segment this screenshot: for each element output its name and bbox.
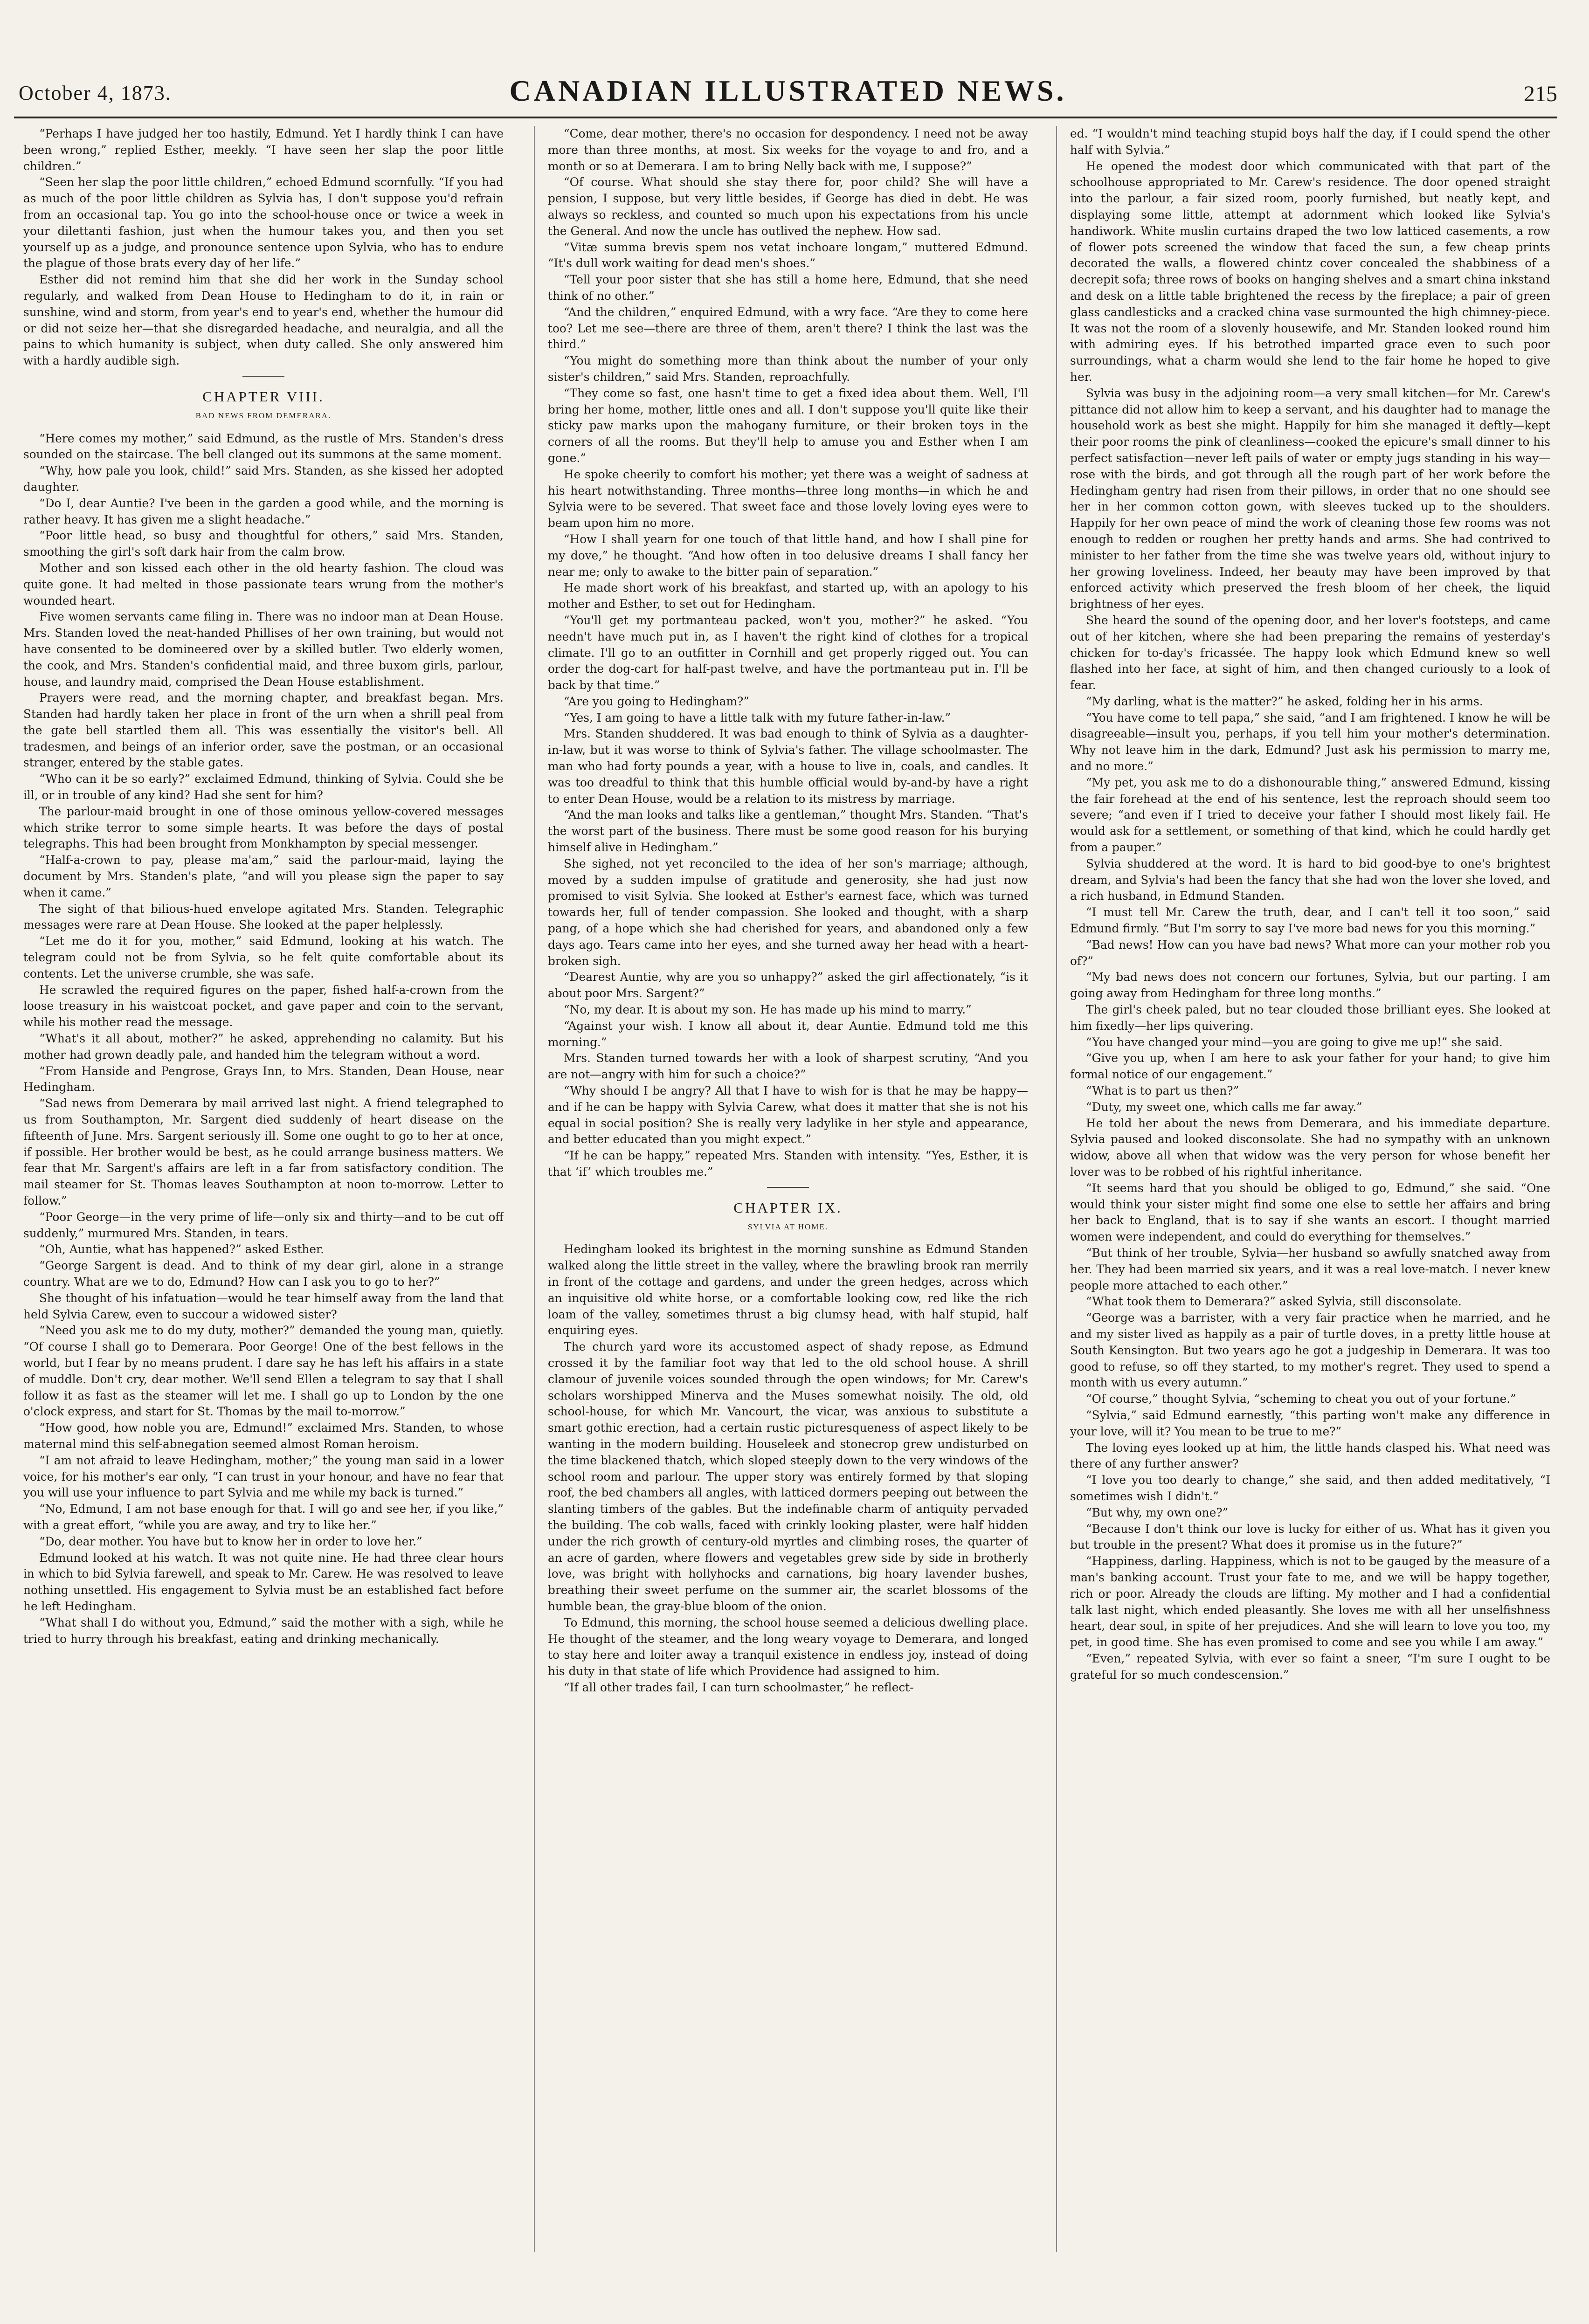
paragraph: The church yard wore its accustomed aspect of shady repose, as Edmund crossed it by the familiar foot way that led to the old school house. A shrill clamour of juvenile voices sounded through the open windows; for Mr. Carew's scholars worshipped Minerva and the Muses somewhat noisily. The old, old school-house, for which Mr. Vancourt, the vicar, was anxious to substitute a smart gothic erection, had a certain rustic picturesqueness of aspect likely to be wanting in the modern building. Houseleek and stonecrop grew undisturbed on the time blackened thatch, which sloped steeply down to the very windows of the school room and parlour. The upper story was entirely formed by that sloping roof, the bed chambers all angles, with latticed dormers peeping out between the slanting timbers of the gables. But the indefinable charm of antiquity pervaded the building. The cob walls, faced with crinkly looking plaster, were half hidden under the rich growth of century-old myrtles and climbing roses, the quarter of an acre of garden, where flowers and vegetables grew side by side in brotherly love, was bright with hollyhocks and carnations, big hoary lavender bushes, breathing their sweet perfume on the summer air, the scarlet blossoms of the humble bean, the gray-blue bloom of the onion. [548,1340,1028,1613]
column-1 [23,126,504,2252]
paragraph: He opened the modest door which communicated with that part of the schoolhouse appropriated to Mr. Carew's residence. The door opened straight into the parlour, a fair sized room, poorly furnished, but neatly kept, and displaying some little, attempt at adornment which looked like Sylvia's handiwork. White muslin curtains draped the two low latticed casements, a row of flower pots screened the window that faced the sun, a few cheap prints decorated the walls, a flowered chintz cover concealed the shabbiness of a decrepit sofa; three rows of books on hanging shelves and a smart china inkstand and desk on a little table brightened the recess by the fireplace; a pair of green glass candlesticks and a cracked china vase surmounted the high chimney-piece. It was not the room of a slovenly housewife, and Mr. Standen looked round him with admiring eyes. If his betrothed imparted grace even to such poor surroundings, what a charm would she lend to the fair home he hoped to give her. [1070,159,1550,384]
paragraph: “Half-a-crown to pay, please ma'am,” said the parlour-maid, laying the document by Mrs. Standen's plate, “and will you please sign the paper to say when it came.” [23,853,504,899]
paragraph: The girl's cheek paled, but no tear clouded those brilliant eyes. She looked at him fixedly—her lips quivering. [1070,1003,1550,1033]
paragraph: “Sad news from Demerara by mail arrived last night. A friend telegraphed to us from Southampton, Mr. Sargent died suddenly of heart disease on the fifteenth of June. Mrs. Sargent seriously ill. Some one ought to go to her at once, if possible. Her brother would be best, as he could arrange business matters. We fear that Mr. Sargent's affairs are left in a far from satisfactory condition. The mail steamer for St. Thomas leaves Southampton at noon to-morrow. Letter to follow.” [23,1096,504,1207]
paragraph: The loving eyes looked up at him, the little hands clasped his. What need was there of any further answer? [1070,1441,1550,1471]
paragraph: The sight of that bilious-hued envelope agitated Mrs. Standen. Telegraphic messages were rare at Dean House. She looked at the paper helplessly. [23,902,504,932]
paragraph: “Because I don't think our love is lucky for either of us. What has it given you but trouble in the present? What does it promise us in the future?” [1070,1522,1550,1552]
paragraph: “Vitæ summa brevis spem nos vetat inchoare longam,” muttered Edmund. “It's dull work waiting for dead men's shoes.” [548,240,1028,270]
paragraph: “Sylvia,” said Edmund earnestly, “this parting won't make any difference in your love, will it? You mean to be true to me?” [1070,1408,1550,1438]
paragraph: “No, Edmund, I am not base enough for that. I will go and see her, if you like,” with a great effort, “while you are away, and try to like her.” [23,1502,504,1532]
paragraph: “My darling, what is the matter?” he asked, folding her in his arms. [1086,694,1483,708]
paragraph: “Give you up, when I am here to ask your father for your hand; to give him formal notice of our engagement.” [1070,1051,1550,1082]
paragraph: To Edmund, this morning, the school house seemed a delicious dwelling place. He thought of the steamer, and the long weary voyage to Demerara, and longed to stay here and loiter away a tranquil existence in endless joy, instead of doing his duty in that state of life which Providence had assigned to him. [548,1615,1028,1678]
paragraph: “What shall I do without you, Edmund,” said the mother with a sigh, while he tried to hurry through his breakfast, eating and drinking mechanically. [23,1615,504,1646]
paragraph: Hedingham looked its brightest in the morning sunshine as Edmund Standen walked along the little street in the valley, where the brawling brook ran merrily in front of the cottage and gardens, and under the green hedges, across which an inquisitive old white horse, or a comfortable looking cow, red like the rich loam of the valley, sometimes thrust a big clumsy head, with half stupid, half enquiring eyes. [548,1242,1028,1338]
paragraph: Sylvia shuddered at the word. It is hard to bid good-bye to one's brightest dream, and Sylvia's had been the fancy that she had won the lover she loved, and a rich husband, in Edmund Standen. [1070,856,1550,903]
paragraph: “No, my dear. It is about my son. He has made up his mind to marry.” [564,1003,972,1017]
paragraph: “Who can it be so early?” exclaimed Edmund, thinking of Sylvia. Could she be ill, or in trouble of any kind? Had she sent for him? [23,772,504,802]
paragraph: “Are you going to Hedingham?” [564,694,750,708]
paragraph: Esther did not remind him that she did her work in the Sunday school regularly, and walked from Dean House to Hedingham to do it, in rain or sunshine, wind and storm, from year's end to year's end, whether the humour did or did not seize her—that she disregarded headache, and neuralgia, and all the pains to which humanity is subject, when duty called. She only answered him with a hardly audible sigh. [23,273,504,368]
section-rule [767,1187,809,1188]
paragraph: “It seems hard that you should be obliged to go, Edmund,” she said. “One would think your sister might find some one else to settle her affairs and bring her back to England, that is to say if she wants an escort. I thought married women were independent, and could do everything for themselves.” [1070,1181,1550,1244]
paragraph: “If he can be happy,” repeated Mrs. Standen with intensity. “Yes, Esther, it is that ‘if’ which troubles me.” [548,1149,1028,1179]
paragraph: “They come so fast, one hasn't time to get a fixed idea about them. Well, I'll bring her home, mother, little ones and all. I don't suppose you'll quite like their sticky paw marks upon the mahogany furniture, or their broken toys in the corners of all the rooms. But they'll help to amuse you and Esther when I am gone.” [548,386,1028,465]
paragraph: “How good, how noble you are, Edmund!” exclaimed Mrs. Standen, to whose maternal mind this self-abnegation seemed almost Roman heroism. [23,1421,504,1451]
paragraph: “And the children,” enquired Edmund, with a wry face. “Are they to come here too? Let me see—there are three of them, aren't there? I think the last was the third.” [548,305,1028,352]
paragraph: “From Hanside and Pengrose, Grays Inn, to Mrs. Standen, Dean House, near Hedingham. [23,1064,504,1094]
paragraph: “But why, my own one?” [1086,1505,1229,1519]
paragraph: Prayers were read, and the morning chapter, and breakfast began. Mrs. Standen had hardly taken her place in front of the urn when a shrill peal from the gate bell startled them all. This was essentially the visitor's bell. All tradesmen, and beings of an inferior order, save the postman, or an occasional stranger, entered by the stable gates. [23,691,504,770]
paragraph: “Yes, I am going to have a little talk with my future father-in-law.” [564,710,951,724]
paragraph: She heard the sound of the opening door, and her lover's footsteps, and came out of her kitchen, where she had been preparing the remains of yesterday's chicken for to-day's fricassée. The happy look which Edmund knew so well flashed into her face, at sight of him, and then changed curiously to a look of fear. [1070,613,1550,692]
paragraph: “Oh, Auntie, what has happened?” asked Esther. [39,1242,325,1256]
paragraph: “What took them to Demerara?” asked Sylvia, still disconsolate. [1086,1295,1462,1309]
paragraph: “My pet, you ask me to do a dishonourable thing,” answered Edmund, kissing the fair forehead at the end of his sentence, lest the reproach should seem too severe; “and even if I tried to deceive your father I should most likely fail. He would ask for a settlement, or something of that kind, which he could hardly get from a pauper.” [1070,775,1550,855]
paragraph: “You'll get my portmanteau packed, won't you, mother?” he asked. “You needn't have much put in, as I haven't the right kind of clothes for a tropical climate. I'll go to an outfitter in Cornhill and get properly rigged out. You can order the dog-cart for half-past twelve, and have the portmanteau put in. I'll be back by that time.” [548,613,1028,692]
paragraph: “Of course,” thought Sylvia, “scheming to cheat you out of your fortune.” [1086,1392,1516,1406]
paragraph: Five women servants came filing in. There was no indoor man at Dean House. Mrs. Standen loved the neat-handed Phillises of her own training, but would not have consented to be domineered over by a skilled butler. Two elderly women, the cook, and Mrs. Standen's confidential maid, and three buxom girls, parlour, house, and laundry maid, comprised the Dean House establishment. [23,610,504,689]
paragraph: “Why should I be angry? All that I have to wish for is that he may be happy—and if he can be happy with Sylvia Carew, what does it matter that she is not his equal in social position? She is really very ladylike in her style and appearance, and better educated than you might expect.” [548,1084,1028,1146]
paragraph: “Perhaps I have judged her too hastily, Edmund. Yet I hardly think I can have been wrong,” replied Esther, meekly. “I have seen her slap the poor little children.” [23,127,504,173]
paragraph: She sighed, not yet reconciled to the idea of her son's marriage; although, moved by a sudden impulse of gratitude and generosity, she had just now promised to visit Sylvia. She looked at Esther's earnest face, which was turned towards her, full of tender compassion. She looked and thought, with a sharp pang, of a hope which she had cherished for years, and abandoned only a few days ago. Tears came into her eyes, and she turned away her head with a heart-broken sigh. [548,856,1028,968]
paragraph: “Poor little head, so busy and thoughtful for others,” said Mrs. Standen, smoothing the girl's soft dark hair from the calm brow. [23,529,504,559]
paragraph: “Duty, my sweet one, which calls me far away.” [1086,1100,1362,1114]
paragraph: “Even,” repeated Sylvia, with ever so faint a sneer, “I'm sure I ought to be grateful for so much condescension.” [1070,1651,1550,1682]
paragraph: Mother and son kissed each other in the old hearty fashion. The cloud was quite gone. It had melted in those passionate tears wrung from the mother's wounded heart. [23,561,504,607]
paragraph: “You have changed your mind—you are going to give me up!” she said. [1086,1035,1503,1049]
paragraph: “Need you ask me to do my duty, mother?” demanded the young man, quietly. “Of course I shall go to Demerara. Poor George! One of the best fellows in the world, but I fear by no means prudent. I dare say he has left his affairs in a state of muddle. Don't cry, dear mother. We'll send Ellen a telegram to say that I shall follow it as fast as the steamer will let me. I shall go up to London by the one o'clock express, and start for St. Thomas by the mail to-morrow.” [23,1324,504,1419]
paragraph: “Here comes my mother,” said Edmund, as the rustle of Mrs. Standen's dress sounded on the staircase. The bell clanged out its summons at the same moment. [23,431,504,462]
paragraph: The parlour-maid brought in one of those ominous yellow-covered messages which strike terror to some simple hearts. It was before the days of postal telegraphs. This had been brought from Monkhampton by special messenger. [23,804,504,851]
paragraph: “My bad news does not concern our fortunes, Sylvia, but our parting. I am going away from Hedingham for three long months.” [1070,970,1550,1000]
paragraph: “And the man looks and talks like a gentleman,” thought Mrs. Standen. “That's the worst part of the business. There must be some good reason for his burying himself alive in Hedingham.” [548,808,1028,855]
paragraph: “How I shall yearn for one touch of that little hand, and how I shall pine for my dove,” he thought. “And how often in too delusive dreams I shall fancy her near me; only to awake to the bitter pain of separation.” [548,532,1028,579]
paragraph: “Dearest Auntie, why are you so unhappy?” asked the girl affectionately, “is it about poor Mrs. Sargent?” [548,970,1028,1000]
paragraph: He told her about the news from Demerara, and his immediate departure. Sylvia paused and looked disconsolate. She had no sympathy with an unknown widow, above all when that widow was the very person for whose benefit her lover was to be robbed of his rightful inheritance. [1070,1116,1550,1179]
header-rule [14,117,1557,118]
paragraph: ed. “I wouldn't mind teaching stupid boys half the day, if I could spend the other half with Sylvia.” [1070,127,1550,157]
paragraph: He made short work of his breakfast, and started up, with an apology to his mother and Esther, to set out for Hedingham. [548,581,1028,611]
paragraph: “Tell your poor sister that she has still a home here, Edmund, that she need think of no other.” [548,273,1028,303]
paragraph: “What is to part us then?” [1086,1084,1239,1098]
paragraph: “Do I, dear Auntie? I've been in the garden a good while, and the morning is rather heavy. It has given me a slight headache.” [23,496,504,526]
chapter-subheading: SYLVIA AT HOME. [747,1222,829,1231]
paragraph: She thought of his infatuation—would he tear himself away from the land that held Sylvia Carew, even to succour a widowed sister? [23,1291,504,1321]
paragraph: “You have come to tell papa,” she said, “and I am frightened. I know he will be disagreeable—insult you, perhaps, if you tell him your mother's determination. Why not leave him in the dark, Edmund? Just ask his permission to marry me, and no more.” [1070,710,1550,773]
section-rule [242,376,284,377]
column-3 [1070,126,1550,2252]
paragraph: “Do, dear mother. You have but to know her in order to love her.” [39,1534,422,1548]
chapter-heading: CHAPTER IX. [733,1199,843,1216]
paragraph: “Of course. What should she stay there for, poor child? She will have a pension, I suppose, but very little besides, if George has died in debt. He was always so reckless, and counted so much upon his expectations from his uncle the General. And now the uncle has outlived the nephew. How sad. [548,175,1028,238]
paragraph: “George was a barrister, with a very fair practice when he married, and he and my sister lived as happily as a pair of turtle doves, in a pretty little house at South Kensington. But two years ago he got a judgeship in Demerara. It was too good to refuse, so off they started, to my mother's regret. They used to spend a month with us every autumn.” [1070,1311,1550,1390]
paragraph: “Happiness, darling. Happiness, which is not to be gauged by the measure of a man's banking account. Trust your fate to me, and we will be happy together, rich or poor. Already the clouds are lifting. My mother and I had a confidential talk last night, which ended pleasantly. She loves me with all her unselfishness heart, dear soul, in spite of her prejudices. And she will learn to love you too, my pet, in good time. She has even promised to come and see you while I am away.” [1070,1554,1550,1649]
paragraph: Edmund looked at his watch. It was not quite nine. He had three clear hours in which to bid Sylvia farewell, and speak to Mr. Carew. He was resolved to leave nothing unsettled. His engagement to Sylvia must be an established fact before he left Hedingham. [23,1551,504,1613]
paragraph: “Let me do it for you, mother,” said Edmund, looking at his watch. The telegram could not be from Sylvia, so he felt quite comfortable about its contents. Let the universe crumble, she was safe. [23,934,504,980]
paragraph: “What's it all about, mother?” he asked, apprehending no calamity. But his mother had grown deadly pale, and handed him the telegram without a word. [23,1032,504,1062]
page-number: 215 [1524,82,1557,106]
paragraph: “You might do something more than think about the number of your only sister's children,” said Mrs. Standen, reproachfully. [548,354,1028,384]
column-divider [534,126,535,2252]
masthead-title: CANADIAN ILLUSTRATED NEWS. [509,74,1067,107]
paragraph: He scrawled the required figures on the paper, fished half-a-crown from the loose treasury in his waistcoat pocket, and gave paper and coin to the servant, while his mother read the message. [23,983,504,1029]
paragraph: “Seen her slap the poor little children,” echoed Edmund scornfully. “If you had as much of the poor little children as Sylvia has, I don't suppose you'd refrain from an occasional tap. You go into the school-house once or twice a week in your dilettanti fashion, just when the humour takes you, and then you set yourself up as a judge, and pronounce sentence upon Sylvia, who has to endure the plague of those brats every day of her life.” [23,175,504,270]
paragraph: Mrs. Standen turned towards her with a look of sharpest scrutiny, “And you are not—angry with him for such a choice?” [548,1051,1028,1082]
column-divider [1056,126,1057,2252]
chapter-subheading: BAD NEWS FROM DEMERARA. [195,411,332,420]
paragraph: “Poor George—in the very prime of life—only six and thirty—and to be cut off suddenly,” murmured Mrs. Standen, in tears. [23,1210,504,1240]
issue-date: October 4, 1873. [19,82,172,104]
paragraph: Mrs. Standen shuddered. It was bad enough to think of Sylvia as a daughter-in-law, but it was worse to think of Sylvia's father. The village schoolmaster. The man who had forty pounds a year, with a house to live in, coals, and candles. It was too dreadful to think that this humble official would by-and-by have a right to enter Dean House, would be a relation to its mistress by marriage. [548,727,1028,806]
paragraph: “Against your wish. I know all about it, dear Auntie. Edmund told me this morning.” [548,1019,1028,1049]
paragraph: He spoke cheerily to comfort his mother; yet there was a weight of sadness at his heart notwithstanding. Three months—three long months—in which he and Sylvia were to be severed. That sweet face and those lovely loving eyes were to beam upon him no more. [548,467,1028,530]
paragraph: “George Sargent is dead. And to think of my dear girl, alone in a strange country. What are we to do, Edmund? How can I ask you to go to her?” [23,1259,504,1289]
chapter-heading: CHAPTER VIII. [202,388,325,405]
paragraph: “I love you too dearly to change,” she said, and then added meditatively, “I sometimes wish I didn't.” [1070,1473,1550,1503]
paragraph: “But think of her trouble, Sylvia—her husband so awfully snatched away from her. They had been married six years, and it was a real love-match. I never knew people more attached to each other.” [1070,1246,1550,1292]
paragraph: “I must tell Mr. Carew the truth, dear, and I can't tell it too soon,” said Edmund firmly. “But I'm sorry to say I've more bad news for you this morning.” [1070,905,1550,936]
paragraph: Sylvia was busy in the adjoining room—a very small kitchen—for Mr. Carew's pittance did not allow him to keep a servant, and his daughter had to manage the household work as best she might. Happily for him she managed it deftly—kept their poor rooms the pink of cleanliness—cooked the epicure's small dinner to his perfect satisfaction—never left pails of water or empty jugs standing in his way—rose with the birds, and got through all the rough part of her work before the Hedingham gentry had risen from their pillows, in order that no one should see her in her common cotton gown, with sleeves tucked up to the shoulders. Happily for her own peace of mind the work of cleaning those few rooms was not enough to redden or roughen her pretty hands and arms. She had contrived to minister to her father from the time she was twelve years old, without injury to her growing loveliness. Indeed, her beauty may have been improved by that enforced activity which preserved the fresh bloom of her cheek, the liquid brightness of her eyes. [1070,386,1550,611]
paragraph: “Why, how pale you look, child!” said Mrs. Standen, as she kissed her adopted daughter. [23,464,504,494]
paragraph: “Bad news! How can you have bad news? What more can your mother rob you of?” [1070,938,1550,968]
paragraph: “I am not afraid to leave Hedingham, mother;” the young man said in a lower voice, for his mother's ear only, “I can trust in your honour, and have no fear that you will use your influence to part Sylvia and me while my back is turned.” [23,1453,504,1500]
paragraph: “If all other trades fail, I can turn schoolmaster,” he reflect- [564,1680,914,1694]
paragraph: “Come, dear mother, there's no occasion for despondency. I need not be away more than three months, at most. Six weeks for the voyage to and fro, and a month or so at Demerara. I am to bring Nelly back with me, I suppose?” [548,127,1028,173]
column-2 [548,126,1028,2252]
